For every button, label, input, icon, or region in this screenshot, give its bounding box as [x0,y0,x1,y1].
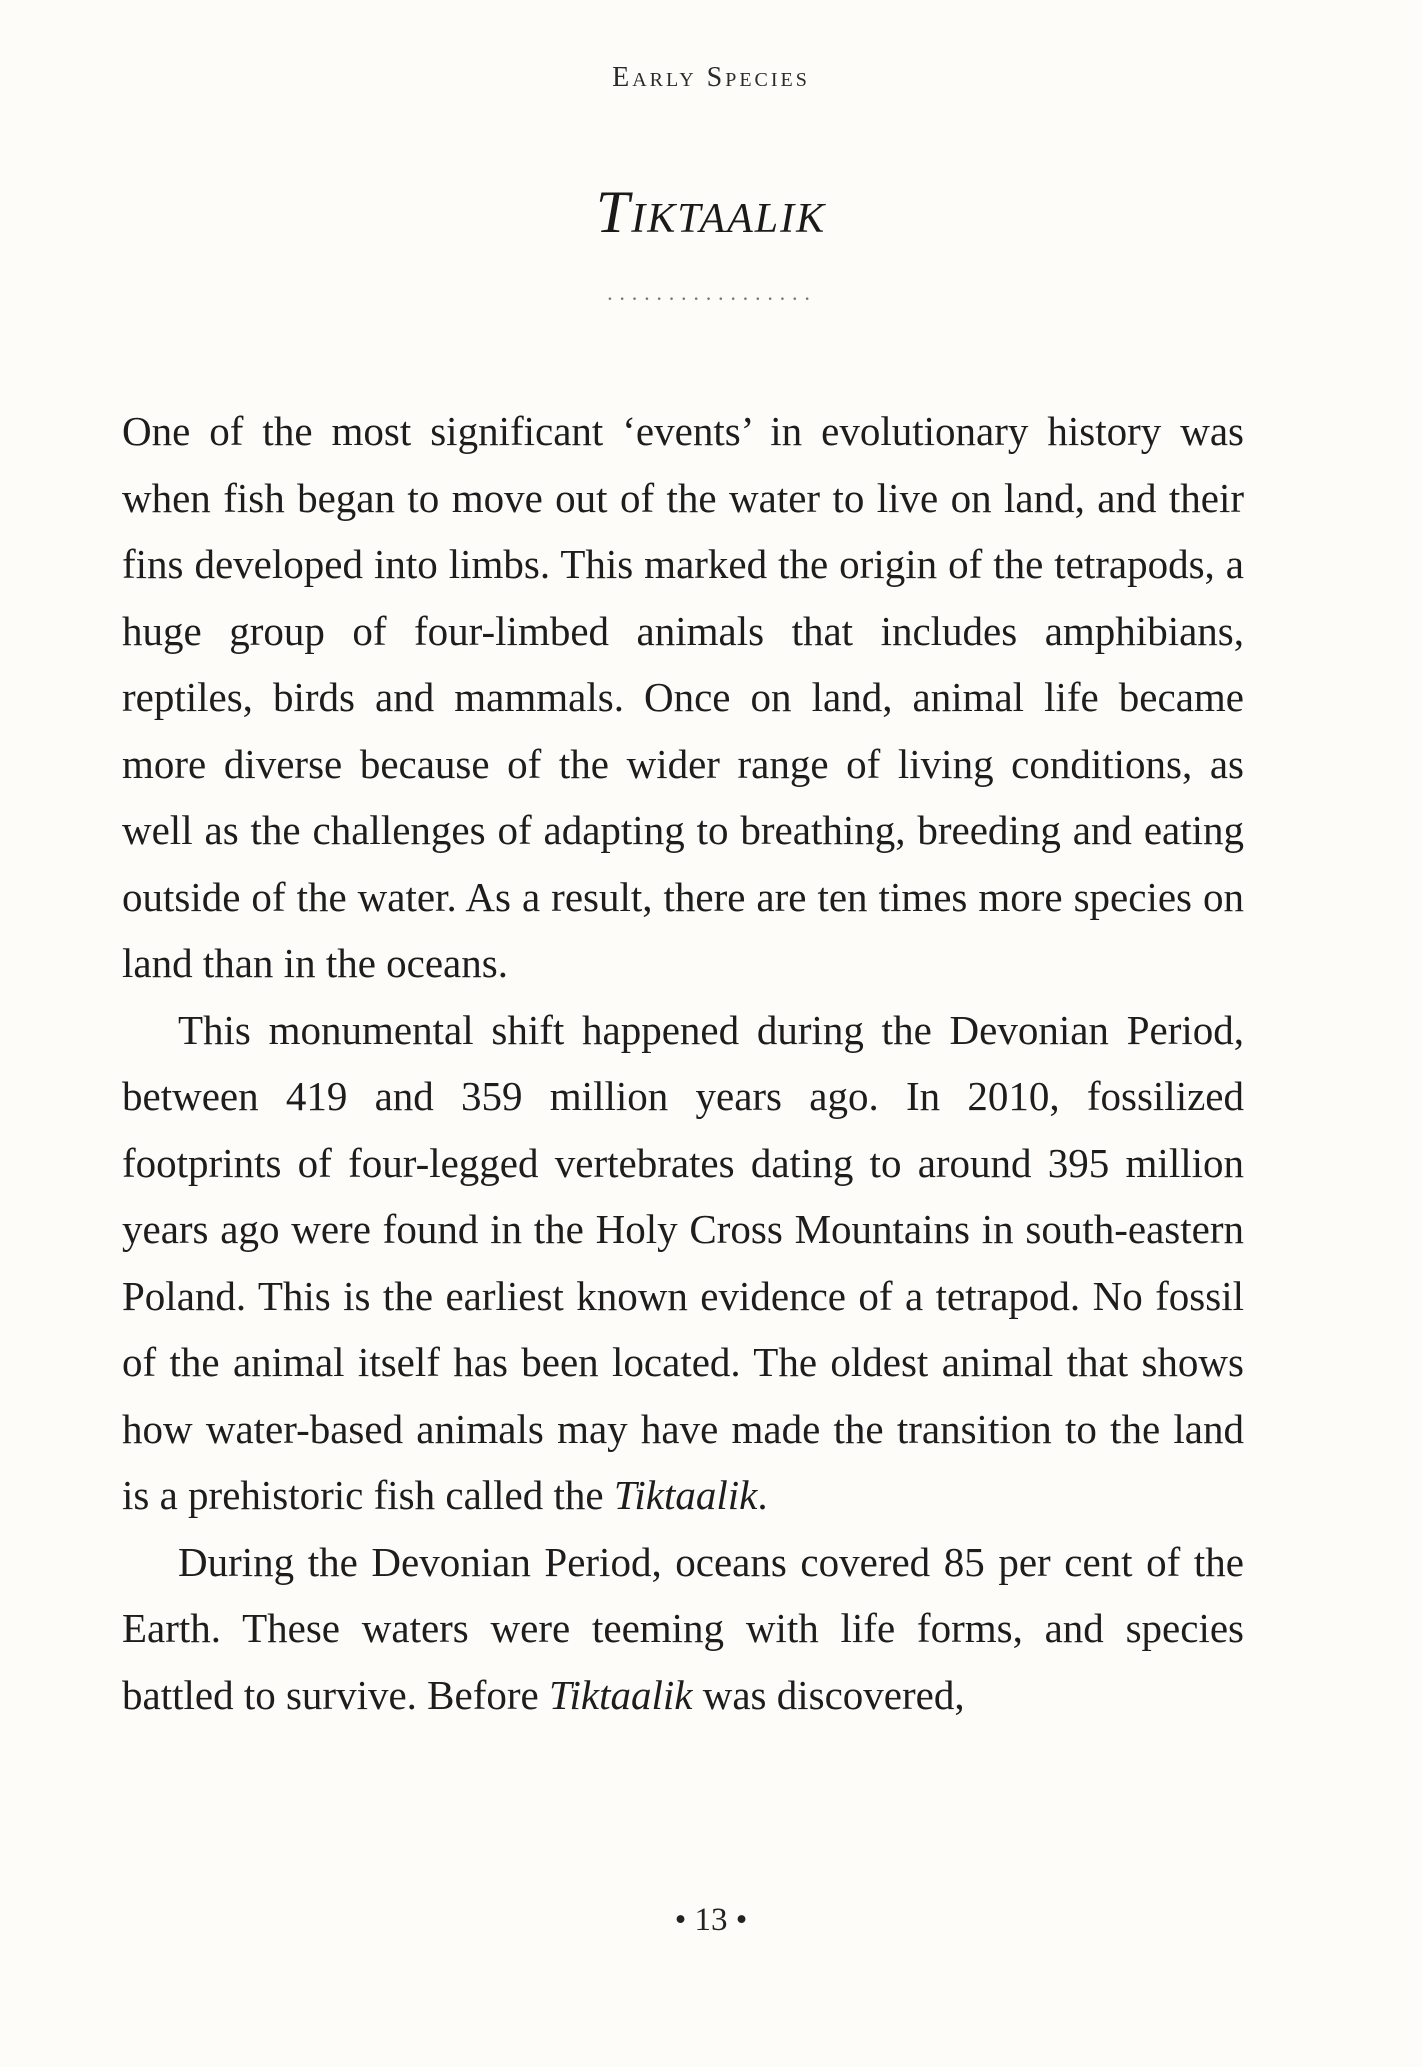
body-text [122,398,1244,1728]
paragraph-3-text: During the Devonian Period, oceans covered 85 per cent of the Earth. These waters were teeming with life forms, and species battled to survive. Before [122,1538,1244,1718]
paragraph-2 [122,997,1244,1529]
title-ornament-divider: ················· [606,286,816,311]
paragraph-3-text-end: was discovered, [692,1671,965,1718]
paragraph-2-text: This monumental shift happened during the Devonian Period, between 419 and 359 million years ago. In 2010, fossilized footprints of four-legged vertebrates dating to around 395 million years ago were found in the Holy Cross Mountains in south-eastern Poland. This is the earliest known evidence of a tetrapod. No fossil of the animal itself has been located. The oldest animal that shows how water-based animals may have made the transition to the land is a prehistoric fish called the [122,1006,1244,1518]
page-number: • 13 • [674,1902,748,1938]
paragraph-3 [122,1529,1244,1729]
paragraph-3-italic-species: Tiktaalik [548,1671,693,1718]
chapter-title: Tiktaalik [595,179,827,245]
paragraph-1-text: One of the most significant ‘events’ in evolutionary history was when fish began to move out of the water to live on land, and their fins developed into limbs. This marked the origin of the tetrapods, a huge group of four-limbed animals that includes amphibians, reptiles, birds and mammals. Once on land, animal life became more diverse because of the wider range of living conditions, as well as the challenges of adapting to breathing, breeding and eating outside of the water. As a result, there are ten times more species on land than in the oceans. [122,408,1244,986]
paragraph-1 [122,398,1244,997]
paragraph-2-text-end: . [757,1472,768,1518]
paragraph-2-italic-species: Tiktaalik [613,1472,758,1518]
running-head: Early Species [612,62,810,93]
